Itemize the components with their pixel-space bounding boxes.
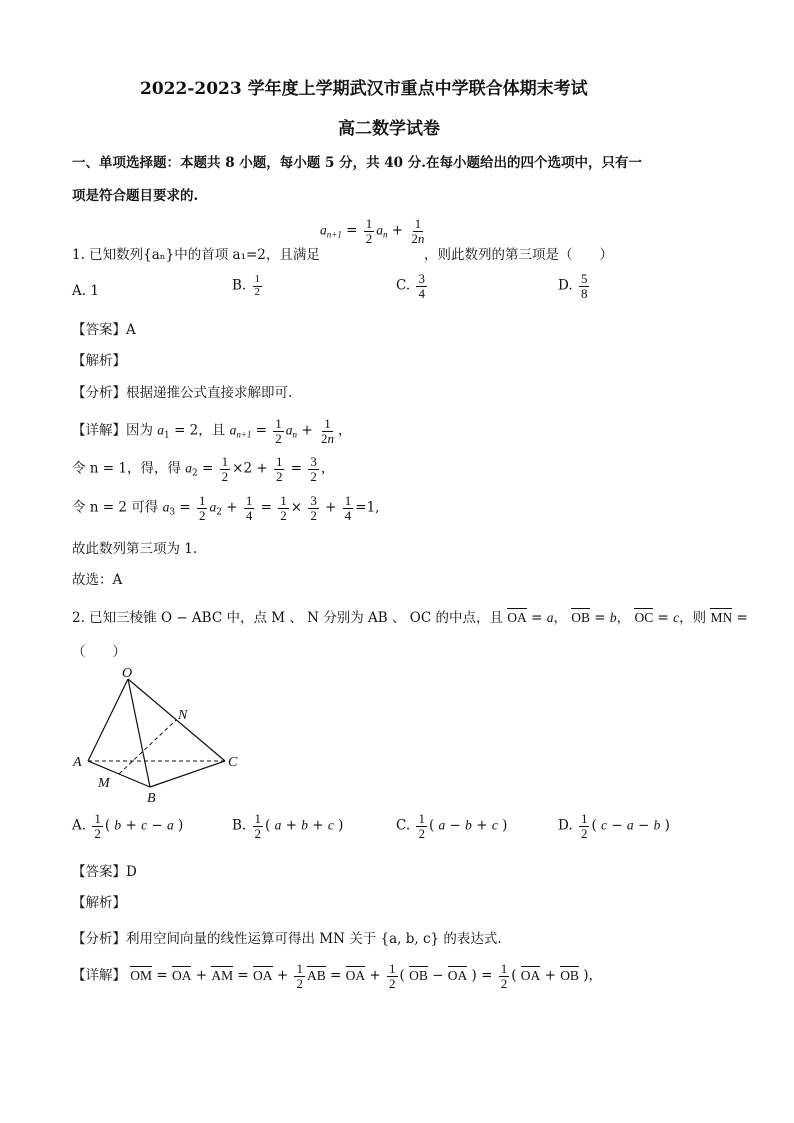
- q1-detail-line: 【详解】因为 $a_1 = 2$，且 $a_{n+1}$ = $\frac{1}{2}$ $a_n$ + $\frac{1}{2n}$ ，: [72, 416, 352, 446]
- label-n: N: [178, 708, 188, 723]
- q1-conclusion: 故此数列第三项为 1.: [72, 541, 198, 557]
- q2-option-a: A. $\frac{1}{2}$ ( b + c − a ): [72, 811, 184, 841]
- q2-fenxi: 【分析】利用空间向量的线性运算可得出 MN 关于 {a, b, c} 的表达式.: [72, 931, 502, 947]
- q1-stem-prefix: 1. 已知数列{aₙ}中的首项 a₁=2，且满足: [72, 247, 320, 263]
- q1-step1: 令 n = 1，得，得 $a_2$ = $\frac{1}{2}$ ×2 + $\frac{1}{2}$ = $\frac{3}{2}$ ，: [72, 454, 335, 484]
- q2-stem: 2. 已知三棱锥 O − ABC 中，点 M 、 N 分别为 AB 、 OC 的中点，且 OA = a， OB = b， OC = c，则 MN =: [72, 610, 748, 626]
- q2-analysis-label: 【解析】: [72, 895, 126, 911]
- q1-analysis-label: 【解析】: [72, 353, 126, 369]
- q1-step2: 令 n = 2 可得 $a_3$ = $\frac{1}{2}$ $a_2$ + $\frac{1}{4}$ = $\frac{1}{2}$ × $\frac{3}{2}$ + $\frac{1}{4}$ =1,: [72, 493, 380, 523]
- label-o: O: [122, 666, 133, 681]
- q1-recurrence-formula: $a_{n+1}$ = $\frac{1}{2}$ $a_n$ + $\frac{1}{2n}$: [320, 216, 425, 246]
- q1-option-a: A. 1: [72, 283, 99, 299]
- label-c: C: [228, 755, 238, 770]
- q1-option-b: B. $\frac{1}{2}$: [232, 273, 261, 298]
- label-b: B: [147, 791, 156, 806]
- page-subtitle: 高二数学试卷: [338, 119, 440, 139]
- q1-stem-suffix: ，则此数列的第三项是（ ）: [424, 247, 613, 263]
- edge-bc: [150, 761, 225, 787]
- q1-fenxi: 【分析】根据递推公式直接求解即可.: [72, 385, 293, 401]
- page-title: 2022-2023 学年度上学期武汉市重点中学联合体期末考试: [140, 79, 588, 99]
- q1-option-c: C. $\frac{3}{4}$: [396, 271, 425, 301]
- q1-answer: 【答案】A: [72, 322, 136, 338]
- q2-tetrahedron-figure: [70, 665, 250, 810]
- label-m: M: [98, 776, 110, 791]
- q2-detail-line: 【详解】 OM = OA + AM = OA + $\frac{1}{2}$ AB = OA + $\frac{1}{2}$ ( OB − OA ) = $\frac{1}{2}$ ( OA + OB )，: [72, 961, 603, 991]
- section-heading-line2: 项是符合题目要求的.: [72, 188, 199, 204]
- q2-answer: 【答案】D: [72, 864, 137, 880]
- edge-oa: [88, 679, 128, 761]
- segment-mn-hidden: [119, 720, 176, 774]
- q2-paren: （ ）: [72, 644, 126, 660]
- q1-option-d: D. $\frac{5}{8}$: [558, 271, 588, 301]
- q2-option-b: B. $\frac{1}{2}$ ( a + b + c ): [232, 811, 344, 841]
- q2-option-d: D. $\frac{1}{2}$ ( c − a − b ): [558, 811, 670, 841]
- q2-option-c: C. $\frac{1}{2}$ ( a − b + c ): [396, 811, 508, 841]
- section-heading-line1: 一、单项选择题：本题共 8 小题，每小题 5 分，共 40 分.在每小题给出的四个选项中，只有一: [72, 155, 642, 171]
- label-a: A: [73, 755, 82, 770]
- q1-choice: 故选：A: [72, 572, 123, 588]
